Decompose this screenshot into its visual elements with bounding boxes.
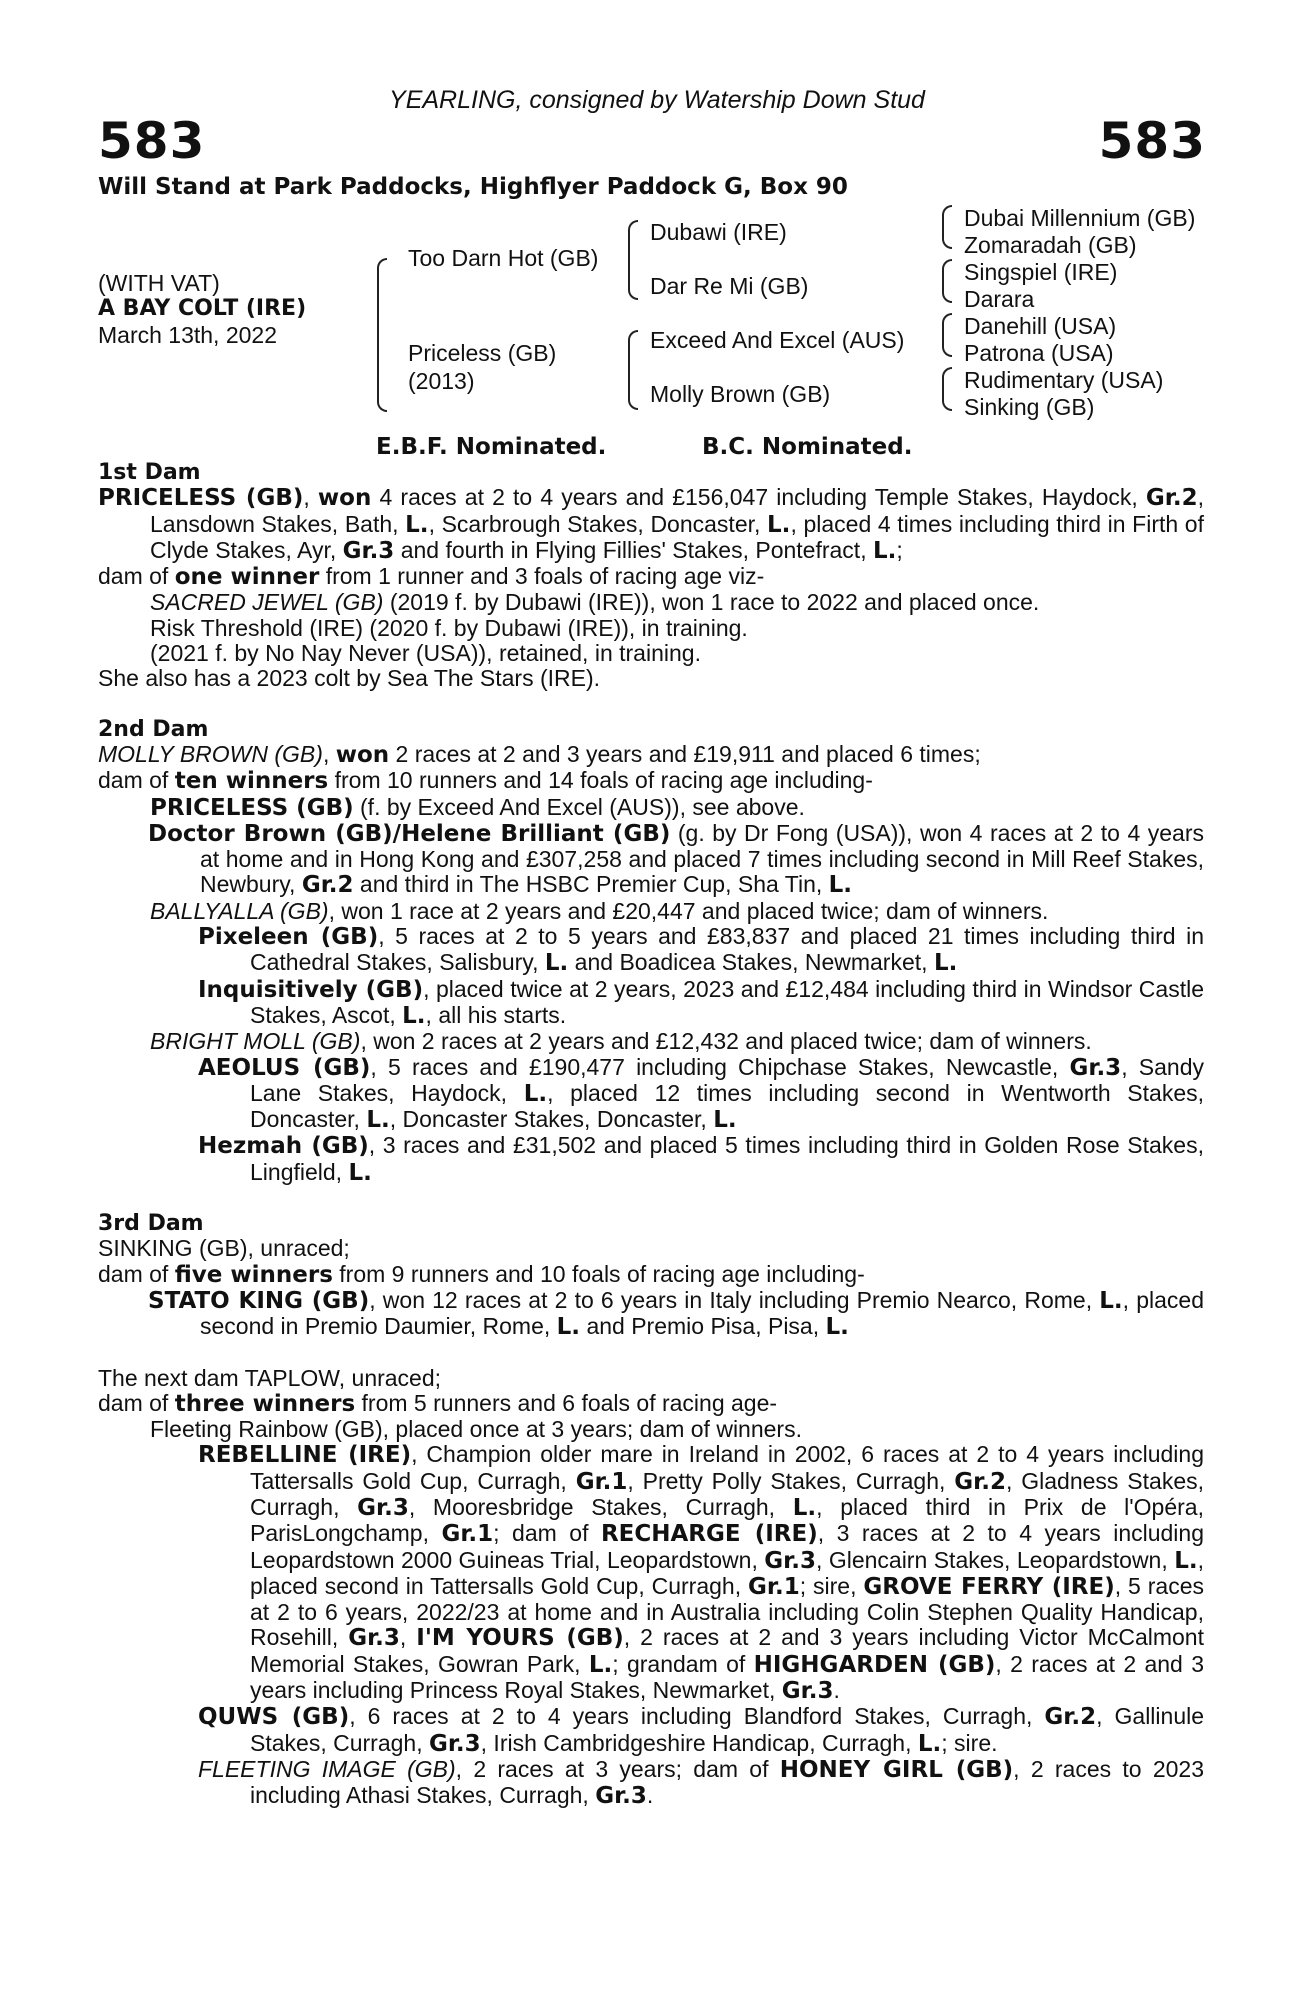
grade-label: Gr.1: [441, 1521, 494, 1548]
listed-label: L.: [1174, 1547, 1198, 1574]
additional-foal-note: She also has a 2023 colt by Sea The Stars (IRE).: [98, 665, 601, 692]
record-text: , 2 races to 2023 including Athasi Stakes, Curragh,: [250, 1755, 1204, 1809]
pedigree-sire: Too Darn Hot (GB): [408, 245, 599, 271]
grade-label: Gr.1: [748, 1573, 800, 1600]
record-text: dam of: [98, 563, 175, 590]
produce-item: [98, 1757, 1204, 1810]
record-text: ; sire.: [941, 1729, 998, 1756]
produce-item: [98, 924, 1204, 977]
produce-item: [98, 795, 1204, 821]
record-text: from 9 runners and 10 foals of racing age including-: [332, 1260, 865, 1287]
pedigree-brace-dam: [628, 330, 638, 410]
record-text: , 2 races at 3 years; dam of: [455, 1755, 780, 1782]
record-text: , placed 4 times including third in Firth of Clyde Stakes, Ayr,: [150, 510, 1204, 563]
pedigree-brace-g2: [942, 259, 952, 303]
pedigree-sire-sire: Dubawi (IRE): [650, 219, 787, 245]
produce-item: [98, 1029, 1204, 1054]
record-text: and Boadicea Stakes, Newmarket,: [568, 949, 934, 976]
grade-label: Gr.2: [1044, 1704, 1097, 1731]
record-text: ;: [896, 536, 903, 563]
pedigree-brace-g3: [942, 313, 952, 357]
second-dam-produce-summary: [98, 768, 1204, 794]
produce-item: [98, 1288, 1204, 1341]
produce-item: [98, 1704, 1204, 1757]
horse-name: MOLLY BROWN (GB): [98, 740, 323, 767]
spacer: [98, 692, 1204, 717]
record-text: , Pretty Polly Stakes, Curragh,: [627, 1467, 955, 1494]
grade-label: Gr.3: [595, 1783, 647, 1810]
record-text: dam of: [98, 1260, 175, 1287]
produce-item: [98, 1055, 1204, 1134]
pedigree-gen3-4: Darara: [964, 286, 1035, 312]
record-text: and third in The HSBC Premier Cup, Sha Tin,: [353, 871, 829, 898]
pedigree-dam-dam: Molly Brown (GB): [650, 381, 831, 407]
grade-label: Gr.3: [357, 1494, 409, 1521]
spacer: [98, 1341, 1204, 1366]
listed-label: L.: [544, 950, 569, 977]
record-text: from 5 runners and 6 foals of racing age-: [355, 1389, 778, 1416]
lot-number-right: 583: [1098, 112, 1206, 170]
listed-label: L.: [825, 1314, 849, 1341]
record-text: .: [646, 1782, 654, 1809]
winners-count: three winners: [174, 1390, 356, 1417]
foaling-date: March 13th, 2022: [98, 322, 278, 348]
grade-label: Gr.3: [1069, 1054, 1122, 1081]
first-dam-produce-summary: [98, 564, 1204, 590]
record-text: ,: [399, 1624, 417, 1651]
record-text: , 5 races at 2 to 6 years, 2022/23 at home and in Australia including Colin Stephen Quality Handicap, Rosehill,: [250, 1572, 1205, 1651]
record-text: , all his starts.: [425, 1001, 567, 1028]
section-third-dam: 3rd Dam: [98, 1211, 204, 1237]
record-text: , 3 races and £31,502 and placed 5 times including third in Golden Rose Stakes, Lingfield,: [250, 1132, 1204, 1185]
listed-label: L.: [713, 1107, 737, 1134]
record-text: , won 1 race at 2 years and £20,447 and placed twice; dam of winners.: [328, 897, 1049, 924]
first-dam-record: PRICELESS (GB), won 4 races at 2 to 4 years and £156,047 including Temple Stakes, Haydock, Gr.2, Lansdown Stakes, Bath, L., Scarbrough Stakes, Doncaster, L., placed 4 times including third in Firth of Clyde Stakes, Ayr, Gr.3 and fourth in Flying Fillies' Stakes, Pontefract, L.;: [98, 484, 1204, 564]
pedigree-dam-year: (2013): [408, 368, 475, 394]
listed-label: L.: [402, 1002, 426, 1029]
record-text: ; sire,: [799, 1572, 864, 1599]
horse-name: RECHARGE (IRE): [600, 1521, 818, 1548]
pedigree-dam-sire: Exceed And Excel (AUS): [650, 327, 905, 353]
horse-name: Doctor Brown (GB)/Helene Brilliant (GB): [148, 820, 671, 847]
horse-name: AEOLUS (GB): [198, 1054, 371, 1081]
stand-location: Will Stand at Park Paddocks, Highflyer Paddock G, Box 90: [98, 174, 848, 200]
listed-label: L.: [405, 511, 429, 538]
won-label: won: [335, 741, 390, 768]
produce-item: Fleeting Rainbow (GB), placed once at 3 years; dam of winners.: [150, 1416, 802, 1443]
pedigree-gen3-8: Sinking (GB): [964, 394, 1095, 420]
listed-label: L.: [828, 872, 853, 899]
record-text: 4 races at 2 to 4 years and £156,047 including Temple Stakes, Haydock,: [371, 484, 1146, 511]
lot-number-left: 583: [98, 112, 206, 170]
produce-item: [98, 899, 1204, 924]
grade-label: Gr.3: [428, 1730, 481, 1757]
horse-name: REBELLINE (IRE): [198, 1442, 412, 1469]
produce-item: [98, 977, 1204, 1030]
record-text: and Premio Pisa, Pisa,: [580, 1313, 826, 1340]
record-text: , placed twice at 2 years, 2023 and £12,484 including third in Windsor Castle Stakes, Ascot,: [250, 975, 1204, 1028]
winners-count: one winner: [174, 564, 320, 591]
pedigree-brace-g1: [942, 205, 952, 249]
horse-name: Pixeleen (GB): [198, 924, 379, 951]
record-text: , Irish Cambridgeshire Handicap, Curragh,: [480, 1729, 918, 1756]
horse-name: FLEETING IMAGE (GB): [198, 1755, 456, 1782]
record-text: 2 races at 2 and 3 years and £19,911 and placed 6 times;: [389, 740, 981, 767]
listed-label: L.: [556, 1314, 581, 1341]
horse-name: HIGHGARDEN (GB): [753, 1651, 996, 1678]
record-text: , Champion older mare in Ireland in 2002, 6 races at 2 to 4 years including Tattersalls Gold Cup, Curragh,: [250, 1441, 1204, 1494]
record-text: from 1 runner and 3 foals of racing age viz-: [319, 563, 765, 590]
record-text: , won 2 races at 2 years and £12,432 and placed twice; dam of winners.: [360, 1028, 1092, 1055]
listed-label: L.: [872, 537, 897, 564]
record-text: (g. by Dr Fong (USA)), won 4 races at 2 to 4 years at home and in Hong Kong and £307,258 and placed 7 times including second in Mill Reef Stakes, Newbury,: [200, 819, 1204, 898]
listed-label: L.: [523, 1080, 548, 1107]
horse-name: PRICELESS (GB): [150, 794, 354, 821]
next-dam-record: The next dam TAPLOW, unraced;: [98, 1364, 442, 1391]
horse-name: BALLYALLA (GB): [150, 897, 329, 924]
listed-label: L.: [767, 511, 791, 538]
won-label: won: [317, 485, 372, 512]
record-text: , Mooresbridge Stakes, Curragh,: [408, 1493, 793, 1520]
record-text: , Glencairn Stakes, Leopardstown,: [815, 1546, 1175, 1573]
pedigree-sire-dam: Dar Re Mi (GB): [650, 273, 809, 299]
grade-label: Gr.2: [954, 1468, 1006, 1495]
pedigree-gen3-1: Dubai Millennium (GB): [964, 205, 1196, 231]
horse-name: SACRED JEWEL (GB): [150, 589, 384, 616]
horse-name: Hezmah (GB): [198, 1133, 369, 1160]
pedigree-gen3-3: Singspiel (IRE): [964, 259, 1118, 285]
record-text: and fourth in Flying Fillies' Stakes, Pontefract,: [394, 536, 873, 563]
produce-item: [98, 590, 1204, 615]
record-text: , placed third in Prix de l'Opéra, ParisLongchamp,: [250, 1493, 1204, 1547]
record-text: , 3 races at 2 to 4 years including Leopardstown 2000 Guineas Trial, Leopardstown,: [250, 1520, 1204, 1573]
listed-label: L.: [588, 1651, 613, 1678]
horse-name: BRIGHT MOLL (GB): [150, 1028, 361, 1055]
record-text: , 2 races at 2 and 3 years including Victor McCalmont Memorial Stakes, Gowran Park,: [250, 1624, 1204, 1677]
winners-count: five winners: [174, 1261, 333, 1288]
record-text: , 2 races at 2 and 3 years including Princess Royal Stakes, Newmarket,: [250, 1650, 1204, 1704]
horse-name: QUWS (GB): [198, 1704, 350, 1731]
pedigree-dam: Priceless (GB): [408, 340, 557, 366]
record-text: , 5 races and £190,477 including Chipchase Stakes, Newcastle,: [370, 1053, 1070, 1080]
horse-name: GROVE FERRY (IRE): [863, 1573, 1115, 1600]
grade-label: Gr.2: [301, 872, 354, 899]
pedigree-brace-g4: [942, 367, 952, 411]
record-text: , 5 races at 2 to 5 years and £83,837 and placed 21 times including third in Cathedral Stakes, Salisbury,: [250, 923, 1204, 976]
record-text: , Scarbrough Stakes, Doncaster,: [428, 510, 768, 537]
catalogue-body: [98, 460, 1204, 1810]
produce-item: [98, 1133, 1204, 1186]
produce-item: (2021 f. by No Nay Never (USA)), retained, in training.: [150, 640, 701, 667]
listed-label: L.: [1099, 1287, 1123, 1314]
third-dam-record: SINKING (GB), unraced;: [98, 1235, 350, 1262]
horse-name-priceless: PRICELESS (GB): [98, 485, 304, 512]
record-text: , 6 races at 2 to 4 years including Blandford Stakes, Curragh,: [349, 1703, 1045, 1730]
vat-note: (WITH VAT): [98, 270, 220, 296]
record-text: , Gallinule Stakes, Curragh,: [250, 1703, 1205, 1756]
listed-label: L.: [933, 950, 958, 977]
horse-name: STATO KING (GB): [148, 1287, 370, 1314]
horse-name: I'M YOURS (GB): [416, 1625, 624, 1652]
listed-label: L.: [792, 1494, 817, 1521]
third-dam-produce-summary: [98, 1262, 1204, 1288]
grade-label: Gr.3: [348, 1625, 400, 1652]
record-text: dam of: [98, 767, 175, 794]
horse-name: HONEY GIRL (GB): [779, 1756, 1014, 1783]
record-text: , placed 12 times including second in Wentworth Stakes, Doncaster,: [250, 1079, 1205, 1133]
record-text: , Gladness Stakes, Curragh,: [250, 1467, 1205, 1520]
record-text: , placed second in Tattersalls Gold Cup, Curragh,: [250, 1546, 1204, 1599]
bc-nomination: B.C. Nominated.: [702, 434, 913, 460]
record-text: , Sandy Lane Stakes, Haydock,: [250, 1053, 1204, 1106]
record-text: dam of: [98, 1389, 175, 1416]
grade-label: Gr.3: [764, 1547, 816, 1574]
record-text: , Lansdown Stakes, Bath,: [150, 484, 1204, 537]
record-text: , placed second in Premio Daumier, Rome,: [200, 1286, 1204, 1340]
section-second-dam: 2nd Dam: [98, 716, 209, 742]
produce-item: Risk Threshold (IRE) (2020 f. by Dubawi (IRE)), in training.: [150, 614, 748, 641]
pedigree-gen3-7: Rudimentary (USA): [964, 367, 1164, 393]
grade-label: Gr.3: [781, 1678, 834, 1705]
horse-name: Inquisitively (GB): [198, 976, 424, 1003]
section-first-dam: 1st Dam: [98, 460, 201, 485]
record-text: ; dam of: [493, 1520, 601, 1547]
pedigree-gen3-2: Zomaradah (GB): [964, 232, 1137, 258]
pedigree-brace-sire: [628, 220, 638, 300]
record-text: from 10 runners and 14 foals of racing age including-: [328, 767, 873, 794]
listed-label: L.: [348, 1159, 372, 1186]
grade-label: Gr.1: [575, 1468, 628, 1495]
pedigree-gen3-5: Danehill (USA): [964, 313, 1117, 339]
horse-identity: [98, 270, 306, 348]
winners-count: ten winners: [174, 768, 329, 795]
ebf-nomination: E.B.F. Nominated.: [376, 434, 607, 460]
horse-name: A BAY COLT (IRE): [98, 296, 307, 321]
grade-label: Gr.2: [1145, 485, 1198, 512]
produce-item: [98, 821, 1204, 899]
next-dam-produce-summary: [98, 1391, 1204, 1417]
spacer: [98, 1186, 1204, 1211]
pedigree-gen3-6: Patrona (USA): [964, 340, 1114, 366]
record-text: ; grandam of: [612, 1650, 754, 1677]
record-text: (f. by Exceed And Excel (AUS)), see above.: [353, 793, 805, 820]
record-text: .: [833, 1677, 840, 1704]
second-dam-record: MOLLY BROWN (GB), won 2 races at 2 and 3 years and £19,911 and placed 6 times;: [98, 740, 981, 768]
grade-label: Gr.3: [342, 537, 395, 564]
consignor-line: YEARLING, consigned by Watership Down Stud: [389, 86, 925, 114]
pedigree-brace-main: [377, 258, 387, 412]
record-text: (2019 f. by Dubawi (IRE)), won 1 race to 2022 and placed once.: [383, 589, 1040, 616]
produce-item: [98, 1442, 1204, 1704]
listed-label: L.: [917, 1730, 942, 1757]
listed-label: L.: [366, 1107, 390, 1134]
record-text: , Doncaster Stakes, Doncaster,: [389, 1106, 714, 1133]
record-text: , won 12 races at 2 to 6 years in Italy including Premio Nearco, Rome,: [369, 1286, 1100, 1313]
